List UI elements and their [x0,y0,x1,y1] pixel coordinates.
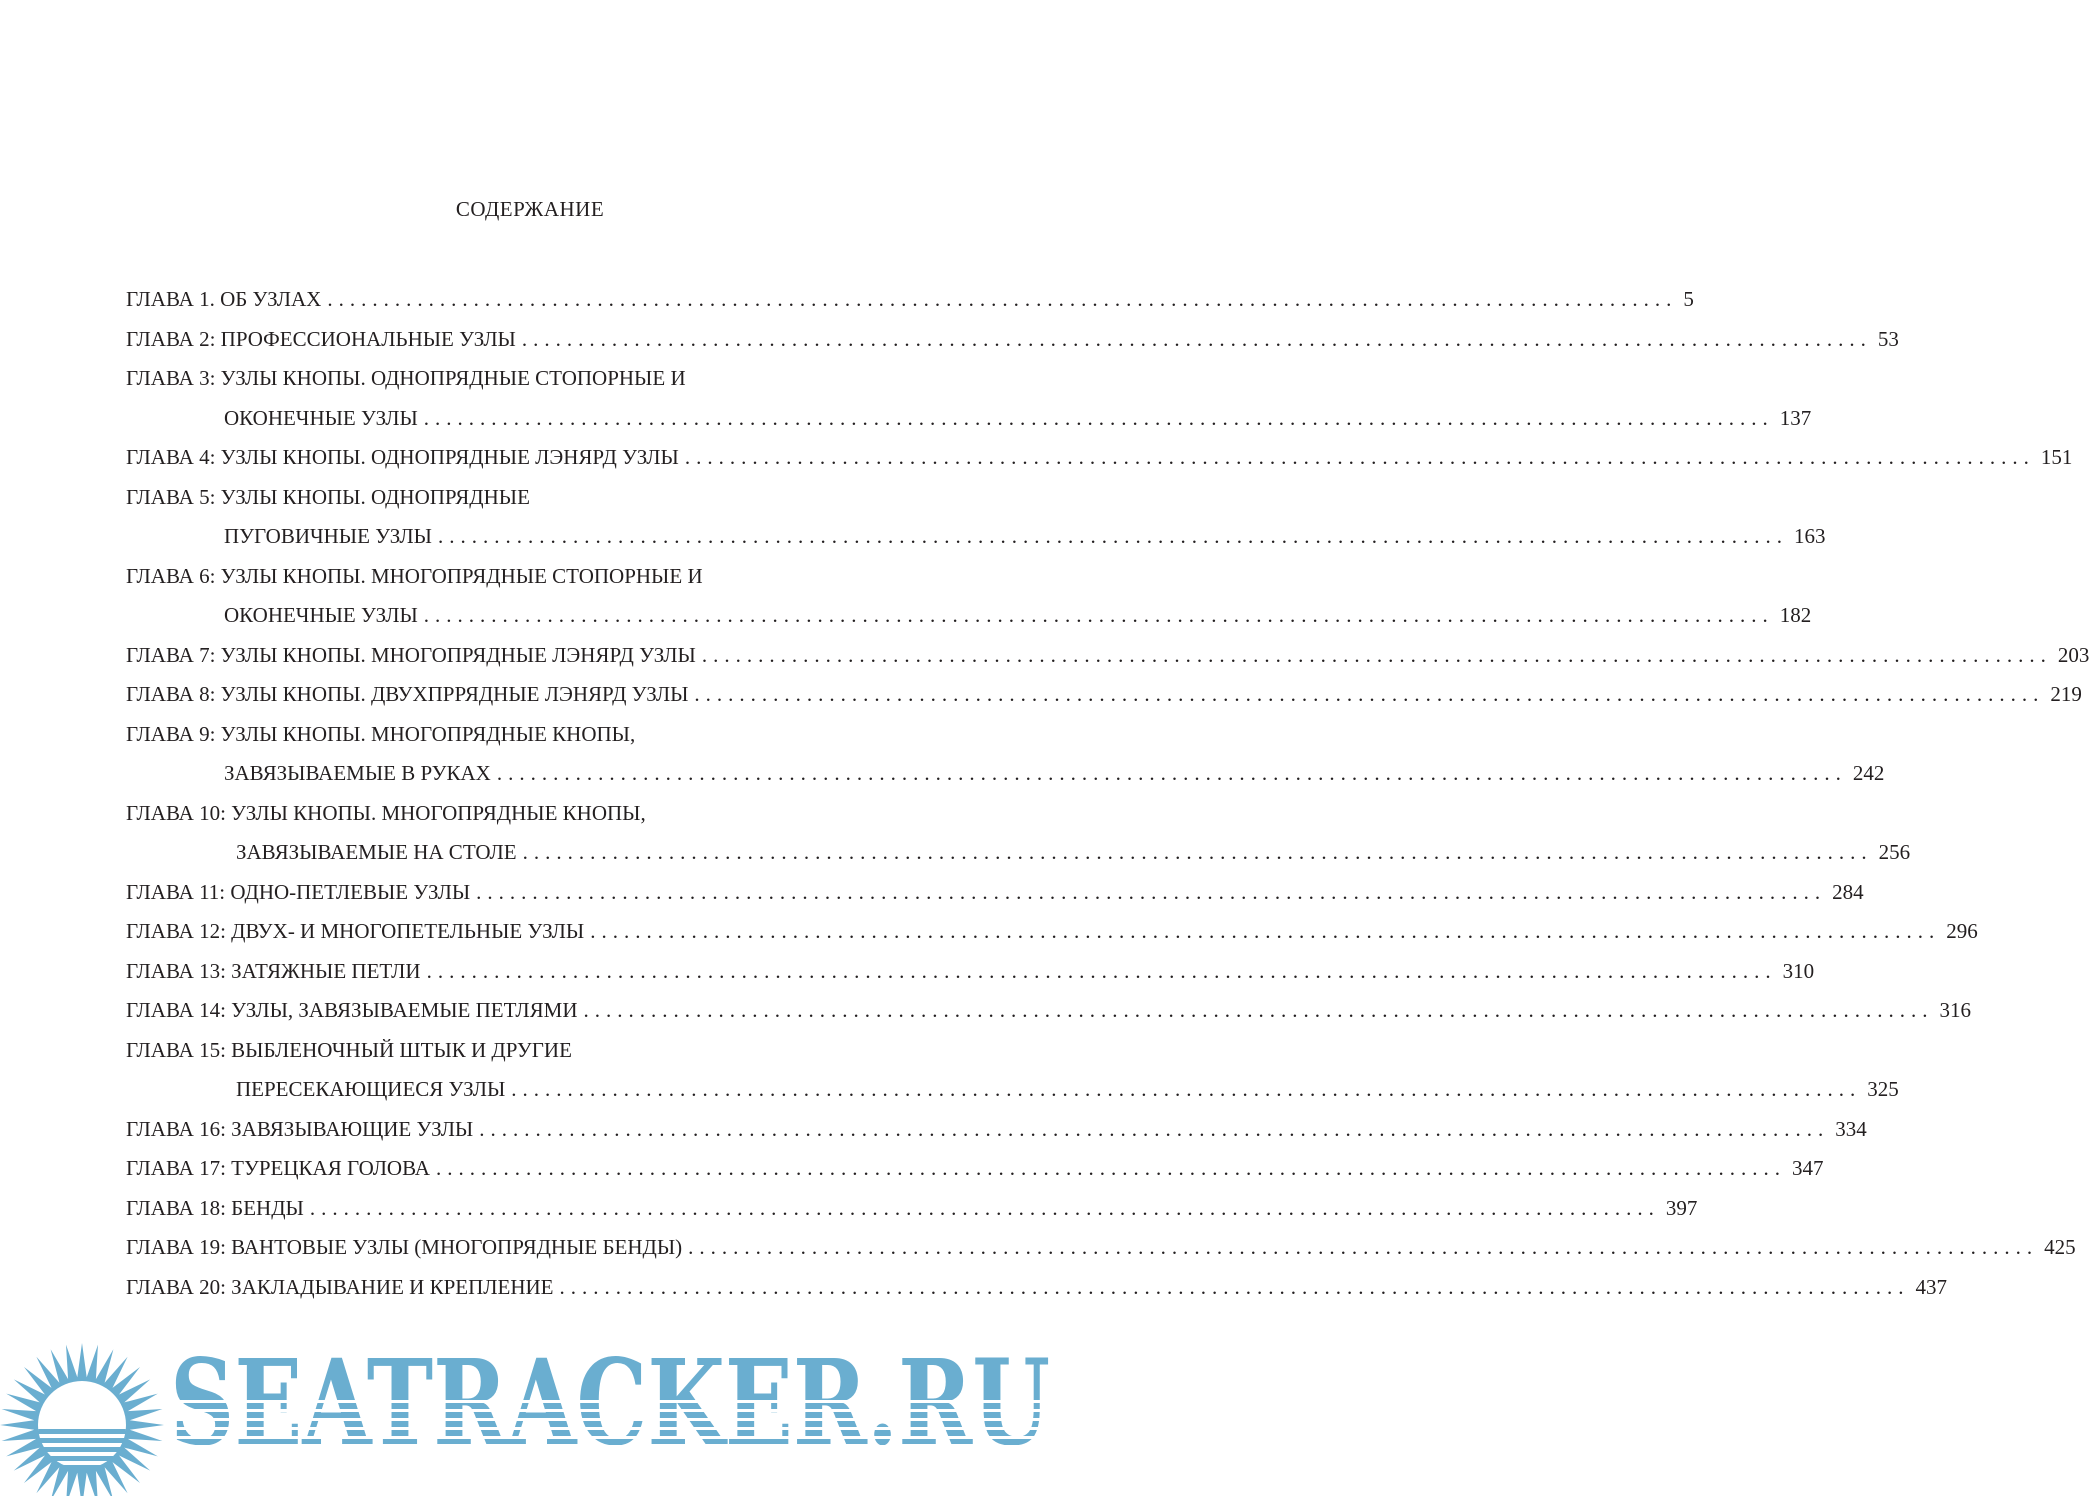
wordmark-stripe [170,1409,1070,1412]
toc-entry-title: ГЛАВА 20: ЗАКЛАДЫВАНИЕ И КРЕПЛЕНИЕ [126,1274,554,1299]
toc-entry [126,715,898,755]
toc-entry [126,636,2089,676]
toc-entry-title: ГЛАВА 11: ОДНО-ПЕТЛЕВЫЕ УЗЛЫ [126,879,471,904]
toc-entry-title: ГЛАВА 2: ПРОФЕССИОНАЛЬНЫЕ УЗЛЫ [126,326,516,351]
toc-entry [126,359,898,399]
toc-leader-dots: ........................................................................................................................ [590,919,1941,943]
toc-entry-title: ГЛАВА 6: УЗЛЫ КНОПЫ. МНОГОПРЯДНЫЕ СТОПОРНЫЕ И [126,563,703,588]
toc-entry-title: ПЕРЕСЕКАЮЩИЕСЯ УЗЛЫ [236,1077,506,1101]
toc-entry-title: ГЛАВА 9: УЗЛЫ КНОПЫ. МНОГОПРЯДНЫЕ КНОПЫ, [126,721,636,746]
toc-entry-title: ГЛАВА 5: УЗЛЫ КНОПЫ. ОДНОПРЯДНЫЕ [126,484,530,509]
toc-entry [126,557,898,597]
toc-entry-title: ГЛАВА 7: УЗЛЫ КНОПЫ. МНОГОПРЯДНЫЕ ЛЭНЯРД УЗЛЫ [126,642,696,667]
sun-water-stripe [38,1429,126,1434]
wordmark-stripe [170,1400,1070,1403]
toc-entry-title: ГЛАВА 1. ОБ УЗЛАХ [126,287,322,311]
toc-leader-dots: ........................................................................................................................ [511,1077,1862,1101]
toc-page-number: 284 [1832,879,1864,904]
toc-entry-title: ГЛАВА 15: ВЫБЛЕНОЧНЫЙ ШТЫК И ДРУГИЕ [126,1037,572,1062]
toc-entry-title: ГЛАВА 19: ВАНТОВЫЕ УЗЛЫ (МНОГОПРЯДНЫЕ БЕНДЫ) [126,1235,683,1259]
wordmark-stripe [170,1427,1070,1430]
toc-leader-dots: ........................................................................................................................ [327,287,1678,311]
toc-entry-title: ГЛАВА 10: УЗЛЫ КНОПЫ. МНОГОПРЯДНЫЕ КНОПЫ, [126,800,646,825]
toc-page-number: 137 [1779,405,1812,430]
toc-leader-dots: ........................................................................................................................ [559,1274,1910,1299]
toc-entry-title: ОКОНЕЧНЫЕ УЗЛЫ [224,603,418,627]
toc-leader-dots: ........................................................................................................................ [309,1195,1660,1220]
toc-page-number: 182 [1779,603,1812,627]
toc-entry [126,1110,1867,1150]
table-of-contents [126,280,2089,1307]
sun-icon [0,1343,164,1496]
toc-leader-dots: ........................................................................................................................ [496,761,1847,785]
toc-entry [126,873,1864,913]
toc-entry [126,320,1899,360]
toc-entry-title: ЗАВЯЗЫВАЕМЫЕ НА СТОЛЕ [236,840,517,864]
toc-page-number: 397 [1665,1195,1698,1220]
toc-page-number: 310 [1782,958,1815,983]
toc-entry [126,1070,1899,1110]
toc-entry [126,833,1911,873]
toc-entry [126,912,1978,952]
toc-leader-dots: ........................................................................................................................ [694,682,2045,706]
toc-page-number: 53 [1877,326,1899,351]
toc-entry [126,399,1812,439]
toc-entry [126,280,1694,320]
toc-entry [126,991,1971,1031]
toc-page-number: 437 [1915,1274,1947,1299]
toc-entry [126,438,2073,478]
toc-entry [126,478,898,518]
toc-leader-dots: ........................................................................................................................ [423,603,1774,627]
toc-leader-dots: ........................................................................................................................ [583,998,1934,1022]
toc-page-number: 242 [1852,761,1885,785]
toc-entry-title: ГЛАВА 12: ДВУХ- И МНОГОПЕТЕЛЬНЫЕ УЗЛЫ [126,919,585,943]
toc-entry [126,794,898,834]
toc-entry [126,952,1815,992]
toc-page-number: 325 [1867,1077,1899,1101]
toc-entry [126,1228,2076,1268]
toc-entry [126,1268,1947,1308]
toc-entry-title: ГЛАВА 8: УЗЛЫ КНОПЫ. ДВУХПРРЯДНЫЕ ЛЭНЯРД УЗЛЫ [126,682,689,706]
toc-page-number: 5 [1683,287,1694,311]
toc-leader-dots: ........................................................................................................................ [688,1235,2039,1259]
toc-entry-title: ГЛАВА 3: УЗЛЫ КНОПЫ. ОДНОПРЯДНЫЕ СТОПОРНЫЕ И [126,366,686,390]
toc-entry-title: ГЛАВА 13: ЗАТЯЖНЫЕ ПЕТЛИ [126,958,421,983]
toc-leader-dots: ........................................................................................................................ [479,1116,1830,1141]
toc-leader-dots: ........................................................................................................................ [521,326,1872,351]
toc-entry [126,1149,1824,1189]
toc-page-number: 151 [2040,445,2073,469]
toc-page-number: 334 [1835,1116,1867,1141]
toc-entry-title: ГЛАВА 14: УЗЛЫ, ЗАВЯЗЫВАЕМЫЕ ПЕТЛЯМИ [126,998,578,1022]
toc-entry-title: ГЛАВА 18: БЕНДЫ [126,1195,304,1220]
sun-water-stripe [40,1438,124,1443]
wordmark-stripe [170,1445,1070,1448]
toc-page-number: 163 [1793,524,1826,548]
toc-leader-dots: ........................................................................................................................ [684,445,2035,469]
toc-leader-dots: ........................................................................................................................ [423,405,1774,430]
toc-page-number: 425 [2044,1235,2076,1259]
toc-leader-dots: ........................................................................................................................ [435,1156,1786,1180]
page-title: СОДЕРЖАНИЕ [455,197,605,221]
toc-entry-title: ГЛАВА 4: УЗЛЫ КНОПЫ. ОДНОПРЯДНЫЕ ЛЭНЯРД УЗЛЫ [126,445,679,469]
toc-entry [126,675,2082,715]
sun-water-stripe [44,1447,120,1452]
toc-entry [126,517,1826,557]
wordmark-stripe [170,1436,1070,1439]
toc-entry [126,1031,898,1071]
toc-leader-dots: ........................................................................................................................ [522,840,1873,864]
toc-leader-dots: ........................................................................................................................ [476,879,1827,904]
toc-entry [126,596,1812,636]
toc-leader-dots: ........................................................................................................................ [701,642,2052,667]
toc-entry-title: ПУГОВИЧНЫЕ УЗЛЫ [224,524,432,548]
toc-leader-dots: ........................................................................................................................ [437,524,1788,548]
toc-page-number: 347 [1791,1156,1824,1180]
toc-leader-dots: ........................................................................................................................ [426,958,1777,983]
toc-page-number: 316 [1939,998,1971,1022]
toc-entry [126,1189,1698,1229]
toc-page-number: 203 [2057,642,2089,667]
seatracker-wordmark [170,1338,1070,1458]
toc-page-number: 219 [2050,682,2082,706]
toc-entry-title: ОКОНЕЧНЫЕ УЗЛЫ [224,405,418,430]
toc-entry-title: ГЛАВА 17: ТУРЕЦКАЯ ГОЛОВА [126,1156,430,1180]
toc-entry [126,754,1885,794]
toc-page-number: 256 [1878,840,1911,864]
toc-page-number: 296 [1946,919,1978,943]
sun-water-stripe [51,1456,113,1461]
toc-entry-title: ГЛАВА 16: ЗАВЯЗЫВАЮЩИЕ УЗЛЫ [126,1116,474,1141]
sun-disc [38,1381,126,1469]
wordmark-stripe [170,1418,1070,1421]
sun-water-stripe [64,1465,101,1470]
toc-entry-title: ЗАВЯЗЫВАЕМЫЕ В РУКАХ [224,761,491,785]
